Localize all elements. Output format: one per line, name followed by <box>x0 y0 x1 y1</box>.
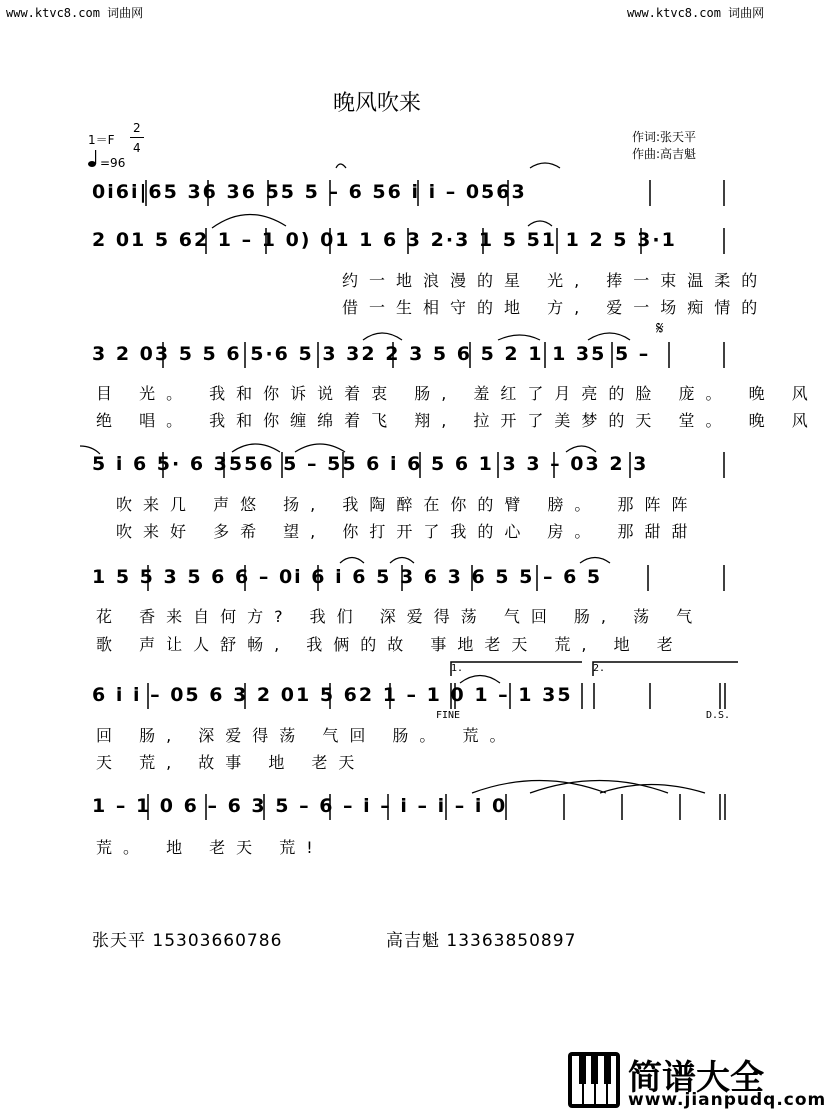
score-row-5: 1 5 5 3 5 6 6 – 0i 6 i 6 5 3 6 3 6 5 5 – 6 5 <box>92 566 603 588</box>
lyric-line-6: 荒。 地 老天 荒! <box>96 838 324 857</box>
site-logo[interactable] <box>566 1050 826 1116</box>
composer-contact: 高吉魁 13363850897 <box>386 931 577 951</box>
lyricist-contact: 张天平 15303660786 <box>92 931 283 951</box>
segno-mark: 𝄋 <box>656 318 664 339</box>
ds-mark: D.S. <box>706 710 731 721</box>
ending-2-mark: 2. <box>593 663 606 674</box>
lyric-line-4b: 歌 声让人舒畅, 我俩的故 事地老天 荒, 地 老 <box>96 635 684 654</box>
logo-brand: 简谱大全 <box>628 1058 764 1098</box>
lyric-line-1b: 借一生相守的地 方, 爱一场痴情的 <box>342 298 769 317</box>
lyric-line-5b: 天 荒, 故事 地 老天 <box>96 753 366 772</box>
key-signature: 1＝F <box>88 133 115 147</box>
composer: 作曲:高吉魁 <box>632 147 697 161</box>
header-site-right[interactable]: www.ktvc8.com 词曲网 <box>627 6 765 20</box>
lyric-line-2a: 目 光。 我和你诉说着衷 肠, 羞红了月亮的脸 庞。 晚 风 <box>96 384 819 403</box>
lyric-line-2b: 绝 唱。 我和你缠绵着飞 翔, 拉开了美梦的天 堂。 晚 风 <box>96 411 819 430</box>
lyric-line-3b: 吹来好 多希 望, 你打开了我的心 房。 那甜甜 <box>116 522 699 541</box>
time-signature-bottom: 4 <box>133 141 141 155</box>
lyric-line-3a: 吹来几 声悠 扬, 我陶醉在你的臂 膀。 那阵阵 <box>116 495 699 514</box>
fine-mark: FINE <box>436 710 461 721</box>
lyric-line-1a: 约一地浪漫的星 光, 捧一束温柔的 <box>342 271 769 290</box>
ending-1-mark: 1. <box>451 663 464 674</box>
time-signature-top: 2 <box>133 121 141 135</box>
score-row-2: 2 01 5 62 1 – 1 0) 01 1 6 3 2·3 1 5 51 1 2 5 3·1 <box>92 229 677 251</box>
score-row-4: 5 i 6 5· 6 3556 5 – 55 6 i 6 5 6 1 3 3 – 03 2 3 <box>92 453 649 475</box>
score-row-3: 3 2 03 5 5 6 5·6 5 3 32 2 3 5 6 5 2 1 1 35 5 – <box>92 343 651 365</box>
score-row-7: 1 – 1 0 6 – 6 3 5 – 6 – i – i – i – i 0 <box>92 795 508 817</box>
logo-url[interactable]: www.jianpudq.com <box>628 1090 826 1110</box>
score-row-1: 0i6i|65 36 36 55 5 – 6 56 i i – 0563 <box>92 181 527 203</box>
lyric-line-4a: 花 香来自何方? 我们 深爱得荡 气回 肠, 荡 气 <box>96 607 704 626</box>
tempo: =96 <box>100 156 126 170</box>
lyric-line-5a: 回 肠, 深爱得荡 气回 肠。 荒。 <box>96 726 517 745</box>
song-title: 晚风吹来 <box>333 91 422 116</box>
header-site-left[interactable]: www.ktvc8.com 词曲网 <box>6 6 144 20</box>
lyricist: 作词:张天平 <box>632 130 697 144</box>
score-row-6: 6 i i – 05 6 3 2 01 5 62 1 – 1 0 1 – 1 35 <box>92 684 573 706</box>
piano-icon <box>566 1050 622 1110</box>
